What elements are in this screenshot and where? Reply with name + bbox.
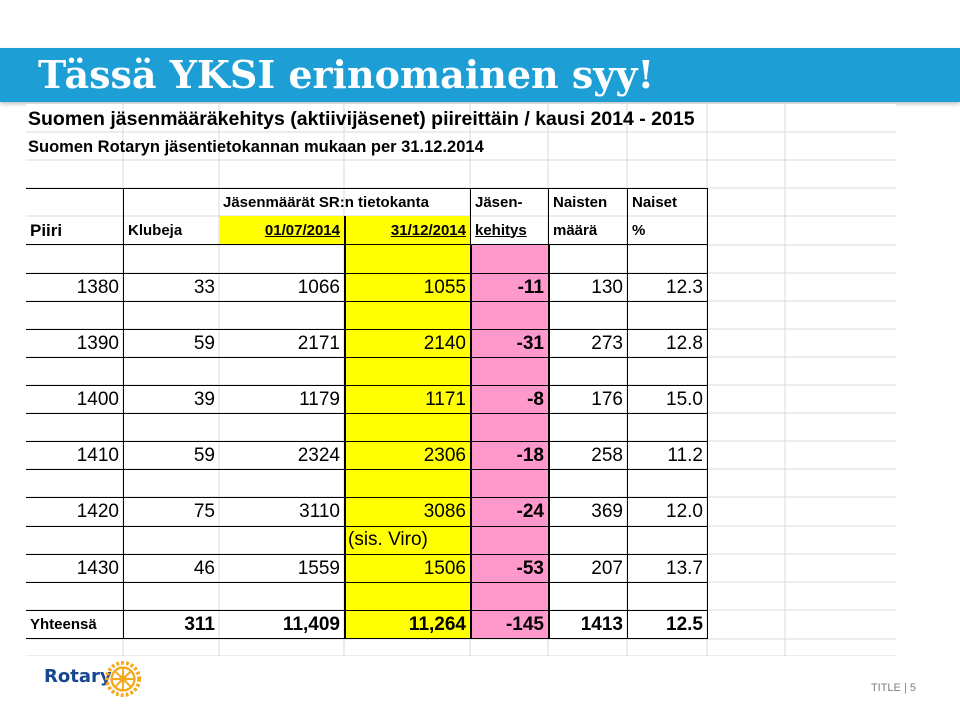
total-change: -145 [470, 610, 548, 639]
cell-change: -18 [470, 441, 548, 469]
row-rule [26, 582, 707, 583]
total-label: Yhteensä [26, 610, 123, 639]
rotary-wordmark: Rotary [44, 666, 112, 687]
page-number: 5 [909, 682, 916, 694]
footer-separator: | [903, 682, 910, 694]
cell-women-pct: 12.0 [627, 497, 707, 526]
cell-women-pct: 12.8 [627, 329, 707, 357]
cell-women-count: 258 [548, 441, 627, 469]
header-date-1: 01/07/2014 [219, 216, 344, 245]
cell-members-end: 1171 [344, 385, 470, 413]
table-right-edge [707, 188, 785, 639]
rotary-wheel-icon [104, 660, 142, 698]
cell-clubs: 59 [123, 329, 219, 357]
cell-women-count: 273 [548, 329, 627, 357]
cell-members-end: 2140 [344, 329, 470, 357]
cell-members-start: 2171 [219, 329, 344, 357]
total-clubs: 311 [123, 610, 219, 639]
total-members-end: 11,264 [344, 610, 470, 639]
cell-clubs: 59 [123, 441, 219, 469]
header-women-count-bottom: määrä [548, 216, 627, 245]
cell-members-end: 1055 [344, 273, 470, 301]
cell-members-start: 2324 [219, 441, 344, 469]
cell-members-start: 1179 [219, 385, 344, 413]
total-women-pct: 12.5 [627, 610, 707, 639]
footer-title [871, 682, 916, 694]
cell-members-end: 1506 [344, 554, 470, 582]
row-rule [26, 301, 707, 302]
cell-women-count: 207 [548, 554, 627, 582]
slide-title: Tässä YKSI erinomainen syy! [38, 52, 655, 97]
title-banner [0, 48, 960, 102]
cell-women-pct: 15.0 [627, 385, 707, 413]
header-women-count-top: Naisten [548, 188, 627, 216]
note-includes-estonia: (sis. Viro) [348, 529, 428, 550]
total-women-count: 1413 [548, 610, 627, 639]
header-women-pct-top: Naiset [627, 188, 707, 216]
header-date-2: 31/12/2014 [344, 216, 470, 245]
cell-members-start: 3110 [219, 497, 344, 526]
sheet-subtitle: Suomen Rotaryn jäsentietokannan mukaan per 31.12.2014 [28, 138, 484, 156]
cell-piiri: 1380 [26, 273, 123, 301]
cell-clubs: 33 [123, 273, 219, 301]
cell-change: -24 [470, 497, 548, 526]
header-clubs: Klubeja [123, 216, 219, 245]
cell-change: -8 [470, 385, 548, 413]
cell-clubs: 75 [123, 497, 219, 526]
cell-piiri: 1410 [26, 441, 123, 469]
sheet-title: Suomen jäsenmääräkehitys (aktiivijäsenet) piireittäin / kausi 2014 - 2015 [28, 108, 695, 130]
cell-change: -11 [470, 273, 548, 301]
cell-women-pct: 13.7 [627, 554, 707, 582]
footer-title-text: TITLE [870, 682, 901, 694]
cell-piiri: 1390 [26, 329, 123, 357]
cell-women-pct: 11.2 [627, 441, 707, 469]
header-group-label: Jäsenmäärät SR:n tietokanta [219, 188, 470, 216]
cell-women-pct: 12.3 [627, 273, 707, 301]
cell-members-end: 2306 [344, 441, 470, 469]
row-rule [26, 413, 707, 414]
header-change-top: Jäsen- [470, 188, 548, 216]
cell-clubs: 39 [123, 385, 219, 413]
spreadsheet-image [26, 104, 896, 656]
cell-change: -31 [470, 329, 548, 357]
cell-piiri: 1400 [26, 385, 123, 413]
row-rule [26, 469, 707, 470]
header-women-pct-bottom: % [627, 216, 707, 245]
cell-piiri: 1430 [26, 554, 123, 582]
cell-members-start: 1559 [219, 554, 344, 582]
cell-members-end: 3086 [344, 497, 470, 526]
header-piiri: Piiri [30, 220, 63, 240]
header-change-bottom: kehitys [470, 216, 548, 245]
cell-piiri: 1420 [26, 497, 123, 526]
cell-women-count: 369 [548, 497, 627, 526]
cell-women-count: 176 [548, 385, 627, 413]
rotary-logo [44, 660, 154, 700]
cell-clubs: 46 [123, 554, 219, 582]
row-rule [26, 357, 707, 358]
total-members-start: 11,409 [219, 610, 344, 639]
cell-women-count: 130 [548, 273, 627, 301]
cell-change: -53 [470, 554, 548, 582]
cell-members-start: 1066 [219, 273, 344, 301]
